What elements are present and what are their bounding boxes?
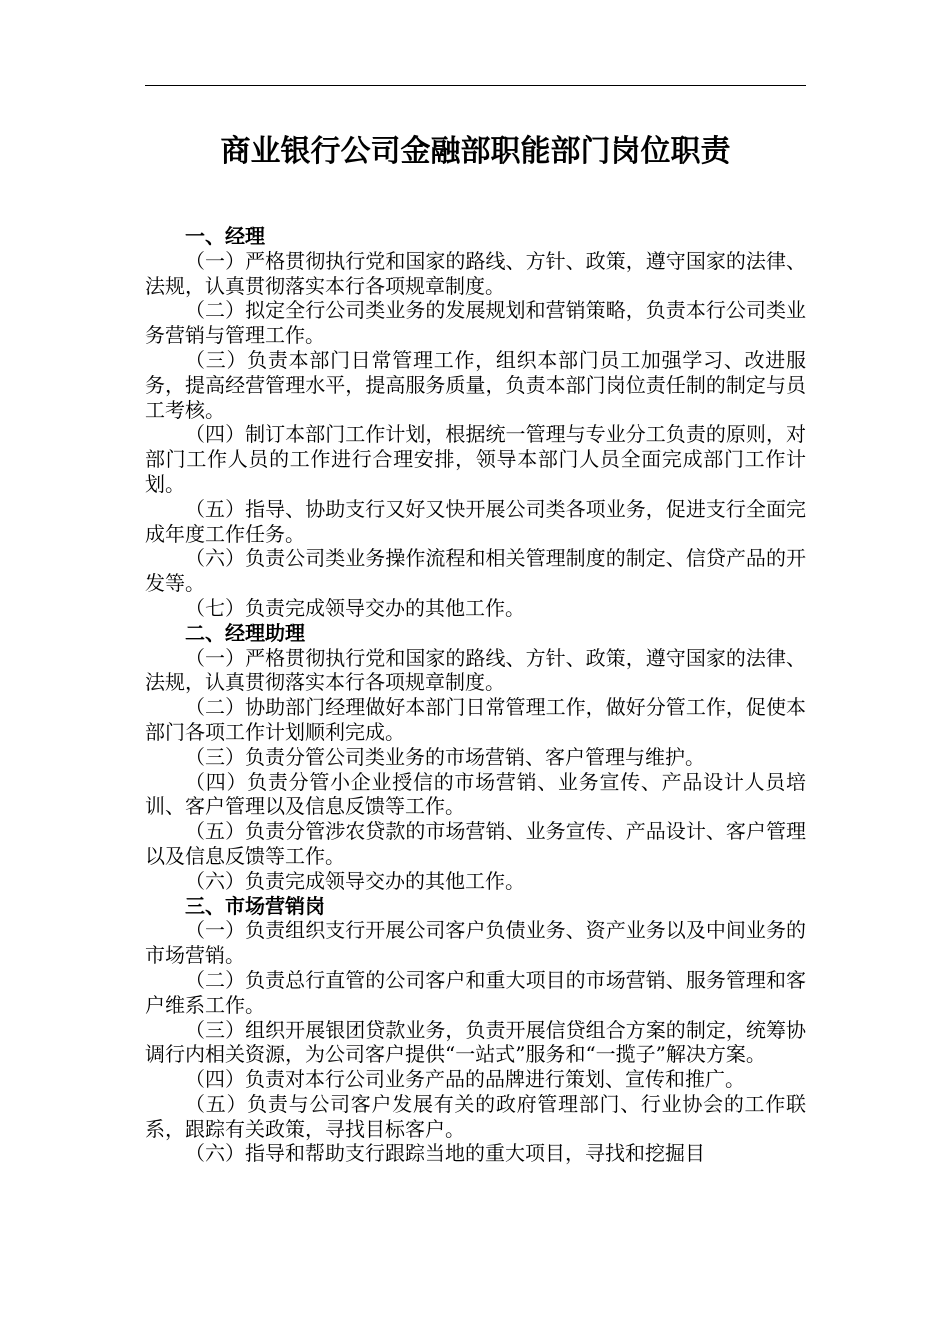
paragraph: （四）负责分管小企业授信的市场营销、业务宣传、产品设计人员培训、客户管理以及信息反馈等工作。 [145,769,806,819]
paragraph: （六）负责完成领导交办的其他工作。 [185,868,525,893]
paragraph: （三）负责本部门日常管理工作，组织本部门员工加强学习、改进服务，提高经营管理水平，提高服务质量，负责本部门岗位责任制的制定与员工考核。 [145,347,806,422]
paragraph: （五）指导、协助支行又好又快开展公司类各项业务，促进支行全面完成年度工作任务。 [145,496,806,546]
paragraph: （四）制订本部门工作计划，根据统一管理与专业分工负责的原则，对部门工作人员的工作进行合理安排，领导本部门人员全面完成部门工作计划。 [145,422,806,496]
section-heading: 一、经理 [185,224,265,248]
paragraph: （六）负责公司类业务操作流程和相关管理制度的制定、信贷产品的开发等。 [145,546,806,596]
paragraph: （二）拟定全行公司类业务的发展规划和营销策略，负责本行公司类业务营销与管理工作。 [145,298,806,348]
paragraph: （一）严格贯彻执行党和国家的路线、方针、政策，遵守国家的法律、法规，认真贯彻落实本行各项规章制度。 [145,248,806,298]
paragraph: （三）负责分管公司类业务的市场营销、客户管理与维护。 [185,744,705,769]
document-title: 商业银行公司金融部职能部门岗位职责 [220,134,731,169]
section-heading: 三、市场营销岗 [185,893,325,918]
paragraph: （五）负责分管涉农贷款的市场营销、业务宣传、产品设计、客户管理以及信息反馈等工作。 [145,819,806,868]
paragraph: （二）协助部门经理做好本部门日常管理工作，做好分管工作，促使本部门各项工作计划顺利完成。 [145,695,806,744]
paragraph: （六）指导和帮助支行跟踪当地的重大项目，寻找和挖掘目 [185,1141,705,1166]
paragraph: （三）组织开展银团贷款业务，负责开展信贷组合方案的制定，统筹协调行内相关资源，为公司客户提供“一站式”服务和“一揽子”解决方案。 [145,1017,806,1067]
paragraph: （二）负责总行直管的公司客户和重大项目的市场营销、服务管理和客户维系工作。 [145,967,806,1017]
paragraph: （四）负责对本行公司业务产品的品牌进行策划、宣传和推广。 [185,1067,745,1092]
paragraph: （一）严格贯彻执行党和国家的路线、方针、政策，遵守国家的法律、法规，认真贯彻落实本行各项规章制度。 [145,645,806,695]
paragraph: （七）负责完成领导交办的其他工作。 [185,595,525,620]
section-heading: 二、经理助理 [185,620,305,645]
document-body [145,224,806,1166]
header-rule [145,85,806,86]
paragraph: （一）负责组织支行开展公司客户负债业务、资产业务以及中间业务的市场营销。 [145,918,806,968]
paragraph: （五）负责与公司客户发展有关的政府管理部门、行业协会的工作联系，跟踪有关政策，寻找目标客户。 [145,1091,806,1141]
